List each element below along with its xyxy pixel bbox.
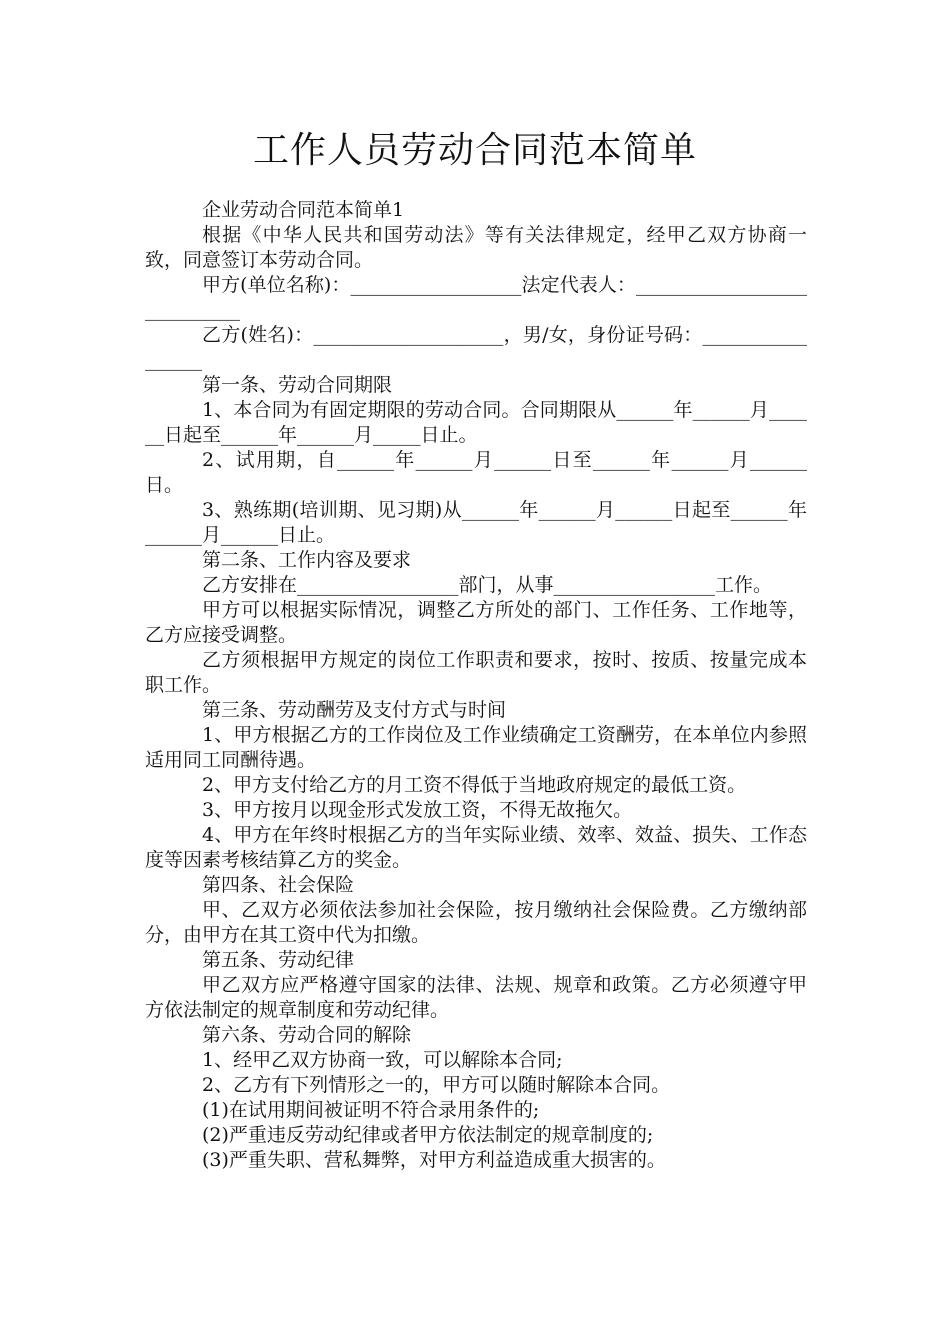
- paragraph-work-assign: 乙方安排在_________________部门，从事_________________工作。: [202, 574, 773, 596]
- document-title: 工作人员劳动合同范本简单: [252, 130, 697, 171]
- paragraph-work-adjust: 甲方可以根据实际情况，调整乙方所处的部门、工作任务、工作地等，乙方应接受调整。: [145, 599, 807, 646]
- paragraph-term-3: 3、熟练期(培训期、见习期)从______年______月______日起至______年______月______日止。: [145, 499, 807, 546]
- paragraph-pay-1: 1、甲方根据乙方的工作岗位及工作业绩确定工资酬劳，在本单位内参照适用同工同酬待遇。: [145, 724, 807, 771]
- section-heading-3: 第三条、劳动酬劳及支付方式与时间: [202, 699, 507, 721]
- paragraph-subtitle: 企业劳动合同范本简单1: [202, 199, 405, 221]
- paragraph-party-b: 乙方(姓名)：____________________，男/女，身份证号码：_________________: [145, 324, 807, 371]
- paragraph-discipline: 甲乙双方应严格遵守国家的法律、法规、规章和政策。乙方必须遵守甲方依法制定的规章制度和劳动纪律。: [145, 974, 807, 1021]
- paragraph-termination-2: 2、乙方有下列情形之一的，甲方可以随时解除本合同。: [202, 1074, 671, 1096]
- paragraph-termination-2-2: (2)严重违反劳动纪律或者甲方依法制定的规章制度的;: [202, 1124, 654, 1146]
- paragraph-termination-2-3: (3)严重失职、营私舞弊，对甲方利益造成重大损害的。: [202, 1149, 666, 1171]
- paragraph-pay-2: 2、甲方支付给乙方的月工资不得低于当地政府规定的最低工资。: [202, 774, 747, 796]
- paragraph-termination-2-1: (1)在试用期间被证明不符合录用条件的;: [202, 1099, 540, 1121]
- paragraph-term-1: 1、本合同为有固定期限的劳动合同。合同期限从______年______月______日起至______年______月_____日止。: [145, 399, 807, 446]
- paragraph-pay-3: 3、甲方按月以现金形式发放工资，不得无故拖欠。: [202, 799, 633, 821]
- section-heading-5: 第五条、劳动纪律: [202, 949, 355, 971]
- section-heading-1: 第一条、劳动合同期限: [202, 374, 393, 396]
- section-heading-4: 第四条、社会保险: [202, 874, 355, 896]
- paragraph-insurance: 甲、乙双方必须依法参加社会保险，按月缴纳社会保险费。乙方缴纳部分，由甲方在其工资中代为扣缴。: [145, 899, 807, 946]
- section-heading-6: 第六条、劳动合同的解除: [202, 1024, 412, 1046]
- paragraph-pay-4: 4、甲方在年终时根据乙方的当年实际业绩、效率、效益、损失、工作态度等因素考核结算乙方的奖金。: [145, 824, 807, 871]
- paragraph-term-2: 2、试用期，自______年______月______日至______年______月______日。: [145, 449, 807, 496]
- paragraph-work-duty: 乙方须根据甲方规定的岗位工作职责和要求，按时、按质、按量完成本职工作。: [145, 649, 807, 696]
- paragraph-party-a: 甲方(单位名称)：__________________法定代表人：____________________________: [145, 274, 807, 321]
- paragraph-intro: 根据《中华人民共和国劳动法》等有关法律规定，经甲乙双方协商一致，同意签订本劳动合同。: [145, 224, 807, 271]
- document-body: [145, 198, 807, 1173]
- paragraph-termination-1: 1、经甲乙双方协商一致，可以解除本合同;: [202, 1049, 563, 1071]
- section-heading-2: 第二条、工作内容及要求: [202, 549, 412, 571]
